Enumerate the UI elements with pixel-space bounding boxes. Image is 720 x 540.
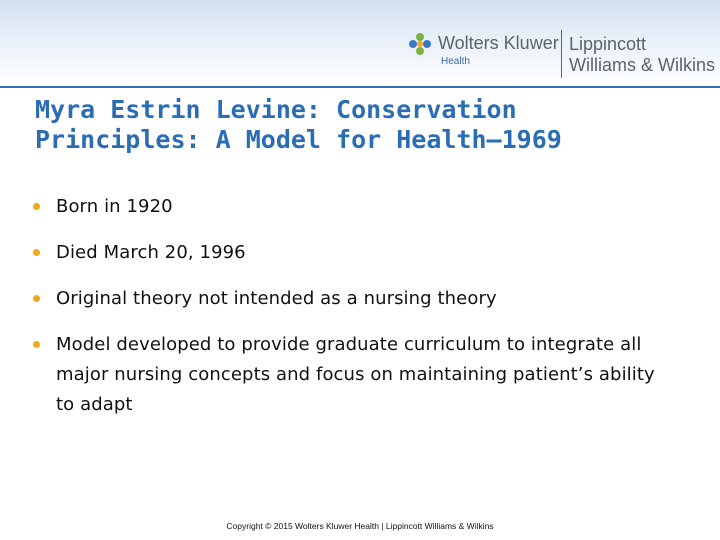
header-divider — [0, 86, 720, 88]
bullet-item — [32, 284, 672, 314]
bullet-item — [32, 238, 672, 268]
bullet-item — [32, 330, 672, 420]
publisher-name: Wolters Kluwer — [438, 33, 559, 53]
bullet-dot-icon — [33, 341, 40, 348]
bullet-text: Original theory not intended as a nursing theory — [56, 288, 497, 309]
slide-title: Myra Estrin Levine: Conservation Principles: A Model for Health—1969 — [35, 95, 562, 154]
bullet-list — [32, 192, 672, 436]
publisher-subtitle: Health — [441, 56, 470, 67]
bullet-text: Model developed to provide graduate curriculum to integrate all major nursing concepts and focus on maintaining patient’s ability to adapt — [56, 334, 655, 415]
bullet-text: Died March 20, 1996 — [56, 242, 246, 263]
logo-divider — [561, 30, 562, 78]
bullet-item — [32, 192, 672, 222]
wolters-kluwer-logo-icon — [408, 32, 432, 56]
copyright-footer: Copyright © 2015 Wolters Kluwer Health | Lippincott Williams & Wilkins — [226, 521, 494, 531]
imprint-name-line1: Lippincott — [569, 34, 647, 54]
bullet-text: Born in 1920 — [56, 196, 173, 217]
bullet-dot-icon — [33, 295, 40, 302]
bullet-dot-icon — [33, 203, 40, 210]
imprint-name-line2: Williams & Wilkins — [569, 55, 715, 75]
bullet-dot-icon — [33, 249, 40, 256]
